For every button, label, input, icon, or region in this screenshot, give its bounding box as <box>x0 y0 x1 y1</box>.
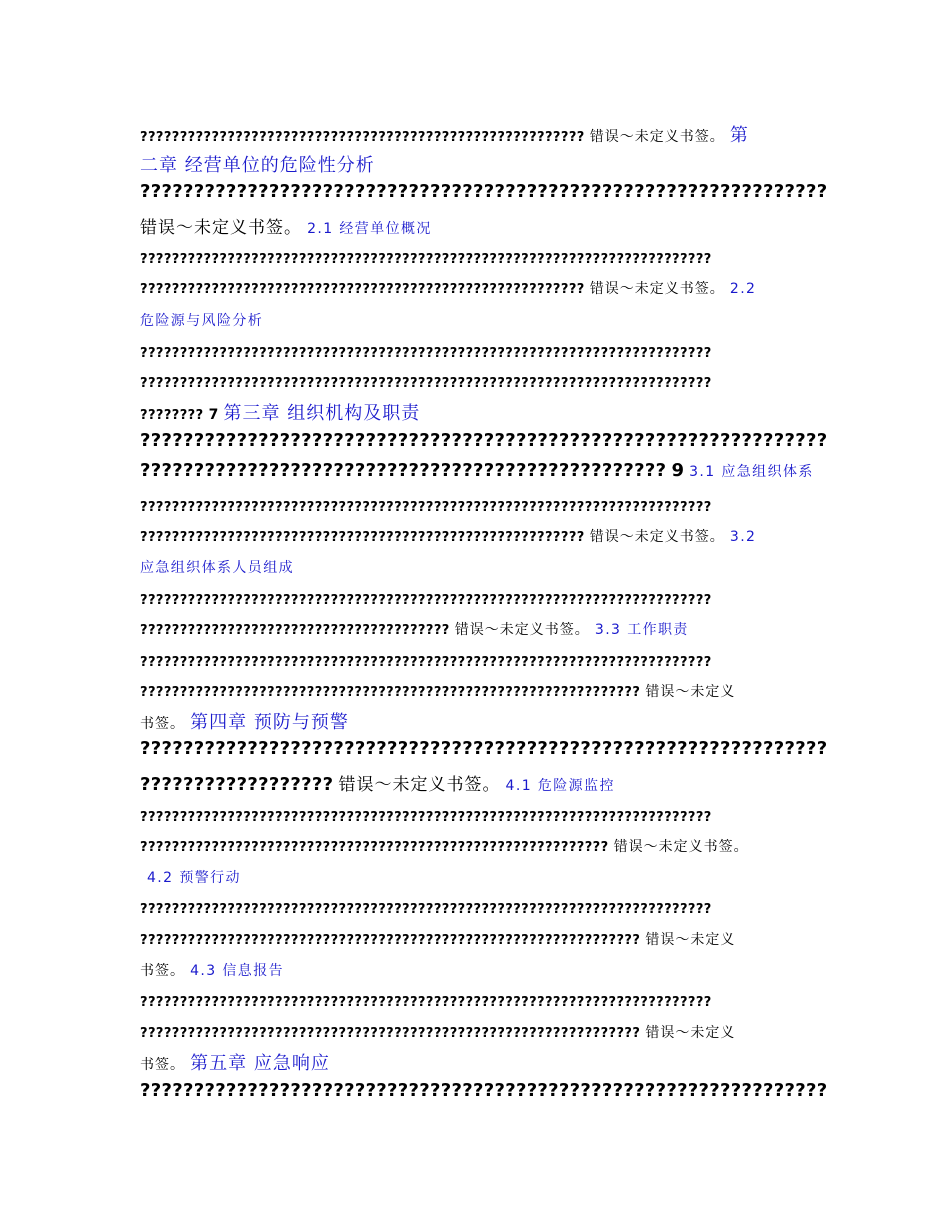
placeholder-text: ???????????????????????????????????????????????????????????????? <box>140 430 828 451</box>
toc-line <box>140 898 712 917</box>
error-message: 错误～未定义 <box>645 1025 736 1041</box>
error-message: 错误～未定义 <box>645 684 736 700</box>
toc-line <box>140 121 749 147</box>
toc-line <box>140 708 349 734</box>
toc-line <box>140 991 712 1010</box>
placeholder-text: ????????????????????????????????????????????????? <box>140 460 667 481</box>
error-message: 错误～未定义书签。 <box>454 622 590 638</box>
placeholder-text: ???????????????????????????????????????????????????????????????????????? <box>140 252 712 267</box>
placeholder-text: ???????????????????????????????????????????????????????????????????????? <box>140 593 712 608</box>
placeholder-text: ???????????????????????????????????????????????????????????????? <box>140 738 828 759</box>
toc-line <box>140 372 712 391</box>
toc-line <box>140 1022 735 1042</box>
toc-link-chapter-5[interactable]: 第五章 应急响应 <box>190 1053 330 1074</box>
toc-line <box>140 181 827 202</box>
placeholder-text: ???????????????????????????????????????????????????????? <box>140 530 585 545</box>
toc-link-3-2-title[interactable]: 应急组织体系人员组成 <box>140 560 294 576</box>
error-message: 错误～未定义书签。 <box>338 775 501 795</box>
toc-line <box>140 399 420 425</box>
toc-line <box>147 867 241 887</box>
toc-line <box>140 1080 827 1101</box>
toc-link-chapter-2[interactable]: 二章 经营单位的危险性分析 <box>140 155 375 176</box>
placeholder-text: ???????????????????????????????????????????????????????????????????????? <box>140 500 712 515</box>
placeholder-text: ??????????????????????????????????????????????????????????????? <box>140 933 641 948</box>
placeholder-text: ???????????????????????????????????????????????????????????????????????? <box>140 810 712 825</box>
toc-link-2-2[interactable]: 2.2 <box>729 281 757 297</box>
toc-link-3-2[interactable]: 3.2 <box>729 529 757 545</box>
placeholder-text: ???????????????????????????????????????????????????????????????? <box>140 1080 828 1101</box>
error-message: 错误～未定义书签。 <box>140 218 302 238</box>
toc-line <box>140 738 827 759</box>
error-message: 错误～未定义书签。 <box>589 529 725 545</box>
placeholder-text: ???????????????????????????????????????????????????????????????????????? <box>140 376 712 391</box>
toc-link-4-3[interactable]: 4.3 信息报告 <box>190 963 285 979</box>
toc-line <box>140 836 749 856</box>
error-message: 书签。 <box>140 1057 185 1073</box>
placeholder-text: ??????????????????????????????????????????????????????????????? <box>140 1026 641 1041</box>
toc-link-chapter-3[interactable]: 第三章 组织机构及职责 <box>223 403 421 424</box>
toc-line <box>140 496 712 515</box>
toc-line <box>140 151 375 177</box>
toc-line <box>140 430 827 451</box>
placeholder-text: ???????????????????????????????????????????????????????? <box>140 130 585 145</box>
toc-link-2-1[interactable]: 2.1 经营单位概况 <box>307 221 432 237</box>
placeholder-text: ??????????????????????????????????????????????????????????? <box>140 840 609 855</box>
toc-line <box>140 557 294 577</box>
toc-link-3-3[interactable]: 3.3 工作职责 <box>594 622 689 638</box>
toc-line <box>140 770 615 795</box>
toc-line <box>140 310 263 330</box>
placeholder-text: ??????????????????????????????????????????????????????????????? <box>140 685 641 700</box>
toc-line <box>140 681 735 701</box>
placeholder-text: ???????????????????????????????????????????????????????????????????????? <box>140 346 712 361</box>
page-number: 7 <box>208 407 219 423</box>
placeholder-text: ?????????????????? <box>140 774 334 795</box>
toc-line <box>140 806 712 825</box>
error-message: 书签。 <box>140 716 185 732</box>
toc-line <box>140 213 432 238</box>
toc-line <box>140 651 712 670</box>
toc-link-3-1[interactable]: 3.1 应急组织体系 <box>689 464 814 480</box>
toc-line <box>140 960 284 980</box>
toc-link-2-2-title[interactable]: 危险源与风险分析 <box>140 313 264 329</box>
toc-link-4-1[interactable]: 4.1 危险源监控 <box>505 778 615 794</box>
error-message: 错误～未定义书签。 <box>613 839 749 855</box>
toc-link[interactable]: 第 <box>729 125 749 146</box>
page-number: 9 <box>671 460 684 481</box>
error-message: 书签。 <box>140 963 185 979</box>
placeholder-text: ???????????????????????????????????????????????????????????????????????? <box>140 995 712 1010</box>
toc-line <box>140 248 712 267</box>
error-message: 错误～未定义书签。 <box>589 129 725 145</box>
toc-line <box>140 278 756 298</box>
placeholder-text: ???????????????????????????????????????????????????????????????? <box>140 181 828 202</box>
placeholder-text: ??????????????????????????????????????? <box>140 623 450 638</box>
error-message: 错误～未定义书签。 <box>589 281 725 297</box>
toc-link-4-2[interactable]: 4.2 预警行动 <box>147 870 241 886</box>
toc-line <box>140 619 689 639</box>
error-message: 错误～未定义 <box>645 932 736 948</box>
toc-line <box>140 1049 330 1075</box>
placeholder-text: ???????????????????????????????????????????????????????? <box>140 282 585 297</box>
toc-line <box>140 342 712 361</box>
toc-line <box>140 526 756 546</box>
placeholder-text: ???????????????????????????????????????????????????????????????????????? <box>140 655 712 670</box>
toc-line <box>140 460 814 481</box>
placeholder-text: ???????? <box>140 408 204 423</box>
toc-line <box>140 589 712 608</box>
toc-link-chapter-4[interactable]: 第四章 预防与预警 <box>190 712 349 733</box>
placeholder-text: ???????????????????????????????????????????????????????????????????????? <box>140 902 712 917</box>
toc-line <box>140 929 735 949</box>
